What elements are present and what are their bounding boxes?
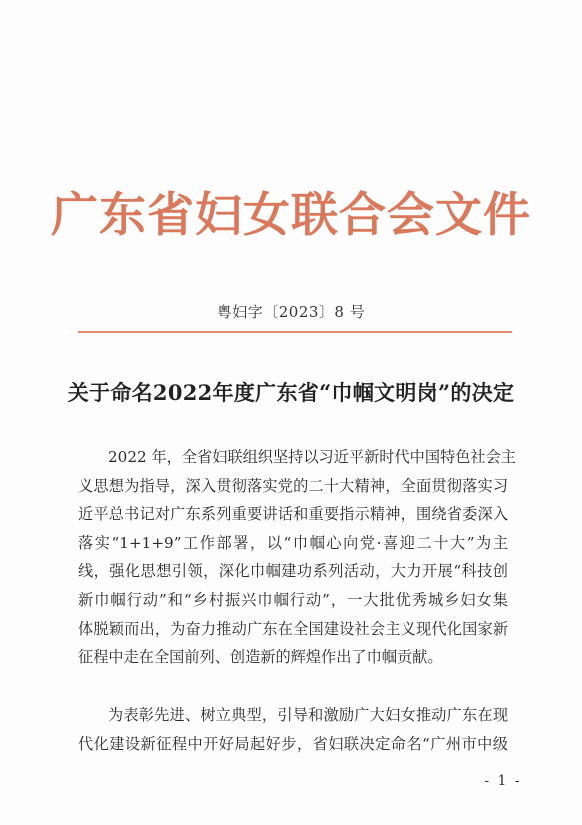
paragraph-line: 征程中走在全国前列、创造新的辉煌作出了巾帼贡献。 [78,648,443,667]
paragraph-line: 2022 年，全省妇联组织坚持以习近平新时代中国特色社会主 [108,448,516,466]
paragraph-line: 义思想为指导，深入贯彻落实党的二十大精神，全面贯彻落实习 [78,476,508,495]
paragraph-2 [78,701,508,758]
red-divider-line [78,331,512,333]
document-title: 关于命名2022年度广东省“巾帼文明岗”的决定 [67,380,515,405]
paragraph-line: 落实“1+1+9”工作部署，以“巾帼心向党·喜迎二十大”为主 [78,533,508,552]
paragraph-line: 线，强化思想引领，深化巾帼建功系列活动，大力开展“科技创 [78,562,508,581]
document-number: 粤妇字〔2023〕8 号 [216,303,366,321]
paragraph-1 [78,443,516,672]
paragraph-line: 代化建设新征程中开好局起好步，省妇联决定命名“广州市中级 [78,734,508,753]
paragraph-line: 体脱颖而出，为奋力推动广东在全国建设社会主义现代化国家新 [78,619,508,638]
page-number: - 1 - [484,773,522,789]
paragraph-line: 近平总书记对广东系列重要讲话和重要指示精神，围绕省委深入 [78,505,508,524]
paragraph-line: 为表彰先进、树立典型，引导和激励广大妇女推动广东在现 [108,706,508,724]
masthead-title: 广东省妇女联合会文件 [51,188,531,243]
paragraph-line: 新巾帼行动”和“乡村振兴巾帼行动”，一大批优秀城乡妇女集 [78,590,508,609]
